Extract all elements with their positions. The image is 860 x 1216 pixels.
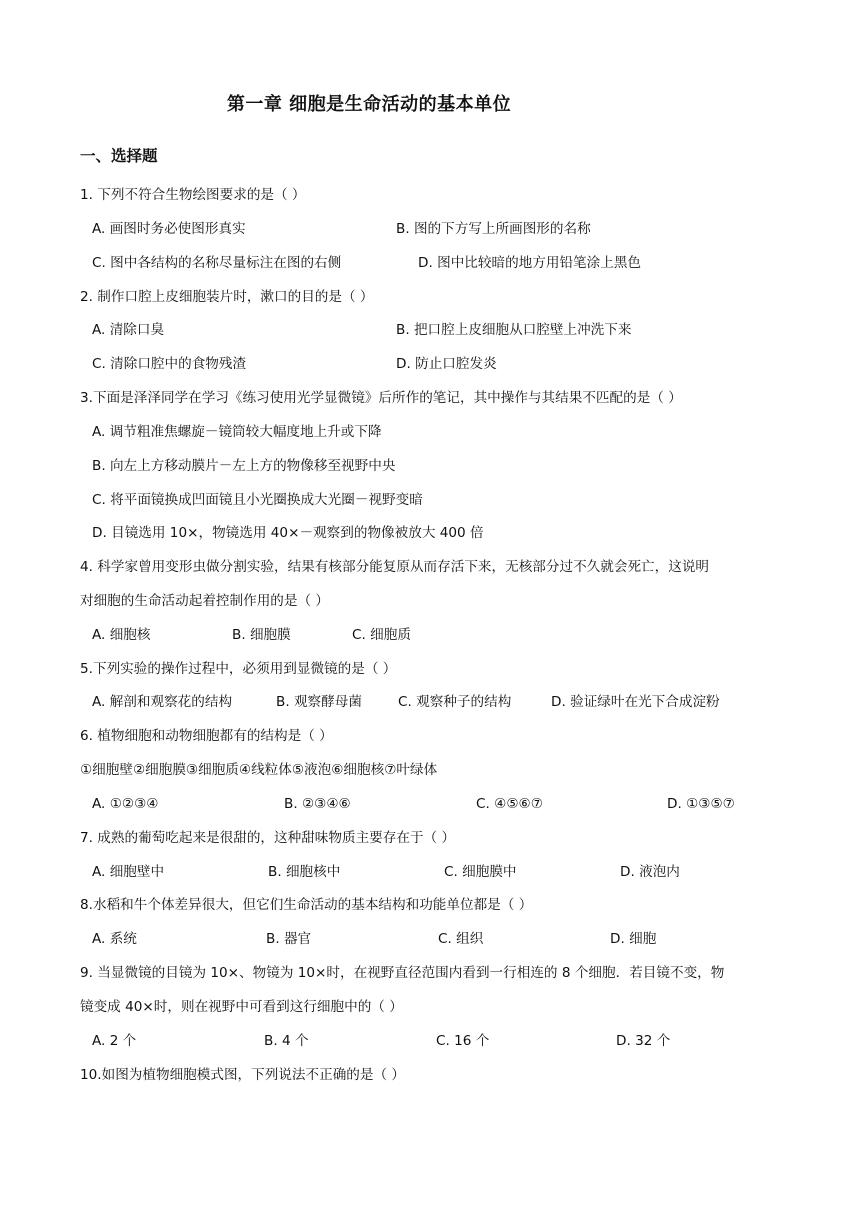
option-a: A. 细胞核 bbox=[92, 627, 151, 643]
option-c: C. 16 个 bbox=[436, 1033, 490, 1049]
question-6-stem: 6. 植物细胞和动物细胞都有的结构是（ ） bbox=[80, 728, 333, 744]
question-4-stem-line-1: 4. 科学家曾用变形虫做分割实验，结果有核部分能复原从而存活下来，无核部分过不久就会死亡，这说明 bbox=[80, 559, 710, 575]
question-7-stem: 7. 成熟的葡萄吃起来是很甜的，这种甜味物质主要存在于（ ） bbox=[80, 830, 456, 846]
option-c: C. 清除口腔中的食物残渣 bbox=[92, 356, 247, 372]
option-b: B. 把口腔上皮细胞从口腔壁上冲洗下来 bbox=[396, 322, 632, 338]
question-4-stem-line-2: 对细胞的生命活动起着控制作用的是（ ） bbox=[80, 593, 330, 609]
question-3-option-b: B. 向左上方移动膜片－左上方的物像移至视野中央 bbox=[92, 458, 396, 474]
option-b: B. 观察酵母菌 bbox=[276, 694, 362, 710]
option-a: A. 2 个 bbox=[92, 1033, 137, 1049]
question-1-stem: 1. 下列不符合生物绘图要求的是（ ） bbox=[80, 187, 306, 203]
question-10-stem: 10.如图为植物细胞模式图，下列说法不正确的是（ ） bbox=[80, 1067, 406, 1083]
option-a: A. 细胞壁中 bbox=[92, 864, 165, 880]
option-d: D. ①③⑤⑦ bbox=[667, 796, 735, 812]
option-c: C. 细胞质 bbox=[352, 627, 411, 643]
option-b: B. 细胞核中 bbox=[268, 864, 341, 880]
option-b: B. ②③④⑥ bbox=[284, 796, 351, 812]
option-a: A. 系统 bbox=[92, 931, 137, 947]
option-d: D. 图中比较暗的地方用铅笔涂上黑色 bbox=[418, 255, 642, 271]
option-b: B. 4 个 bbox=[264, 1033, 309, 1049]
option-a: A. ①②③④ bbox=[92, 796, 159, 812]
option-c: C. ④⑤⑥⑦ bbox=[476, 796, 543, 812]
option-d: D. 32 个 bbox=[616, 1033, 671, 1049]
question-6-structure-list: ①细胞壁②细胞膜③细胞质④线粒体⑤液泡⑥细胞核⑦叶绿体 bbox=[80, 762, 438, 778]
option-d: D. 防止口腔发炎 bbox=[396, 356, 497, 372]
option-c: C. 观察种子的结构 bbox=[398, 694, 512, 710]
question-8-stem: 8.水稻和牛个体差异很大，但它们生命活动的基本结构和功能单位都是（ ） bbox=[80, 897, 533, 913]
option-c: C. 图中各结构的名称尽量标注在图的右侧 bbox=[92, 255, 342, 271]
option-b: B. 细胞膜 bbox=[232, 627, 291, 643]
option-d: D. 细胞 bbox=[610, 931, 657, 947]
option-c: C. 组织 bbox=[438, 931, 484, 947]
question-3-option-c: C. 将平面镜换成凹面镜且小光圈换成大光圈－视野变暗 bbox=[92, 492, 423, 508]
option-a: A. 解剖和观察花的结构 bbox=[92, 694, 233, 710]
option-a: A. 清除口臭 bbox=[92, 322, 165, 338]
question-9-stem-line-2: 镜变成 40×时，则在视野中可看到这行细胞中的（ ） bbox=[80, 999, 403, 1015]
section-heading: 一、选择题 bbox=[80, 147, 158, 165]
question-3-stem: 3.下面是泽泽同学在学习《练习使用光学显微镜》后所作的笔记，其中操作与其结果不匹配的是（ ） bbox=[80, 390, 682, 406]
question-9-stem-line-1: 9. 当显微镜的目镜为 10×、物镜为 10×时，在视野直径范围内看到一行相连的 8 个细胞．若目镜不变，物 bbox=[80, 965, 725, 981]
option-a: A. 画图时务必使图形真实 bbox=[92, 221, 246, 237]
option-b: B. 器官 bbox=[266, 931, 312, 947]
option-d: D. 液泡内 bbox=[620, 864, 680, 880]
option-c: C. 细胞膜中 bbox=[444, 864, 517, 880]
question-2-stem: 2. 制作口腔上皮细胞装片时，漱口的目的是（ ） bbox=[80, 289, 374, 305]
question-5-stem: 5.下列实验的操作过程中，必须用到显微镜的是（ ） bbox=[80, 661, 397, 677]
chapter-title: 第一章 细胞是生命活动的基本单位 bbox=[226, 94, 512, 115]
question-3-option-a: A. 调节粗准焦螺旋－镜筒较大幅度地上升或下降 bbox=[92, 424, 382, 440]
option-b: B. 图的下方写上所画图形的名称 bbox=[396, 221, 591, 237]
option-d: D. 验证绿叶在光下合成淀粉 bbox=[551, 694, 720, 710]
question-3-option-d: D. 目镜选用 10×，物镜选用 40×－观察到的物像被放大 400 倍 bbox=[92, 525, 484, 541]
